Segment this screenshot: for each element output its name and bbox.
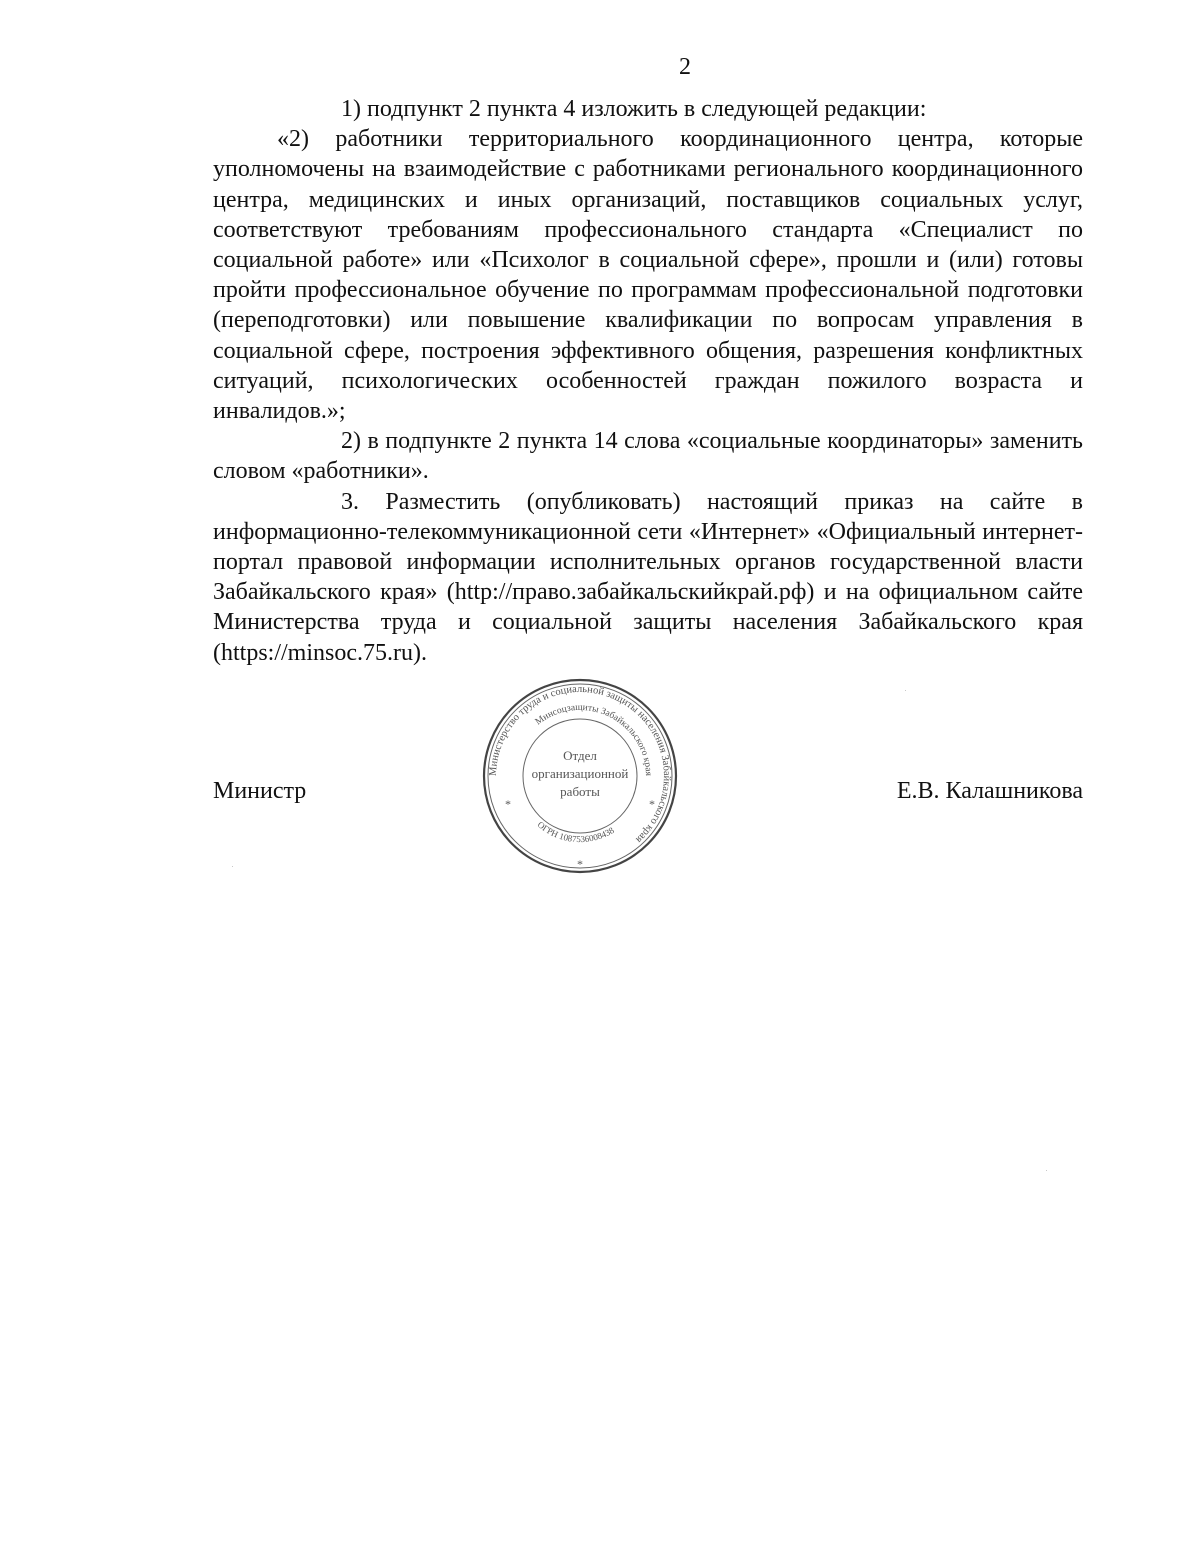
scan-speck	[1046, 1170, 1047, 1171]
paragraph-text: Разместить (опубликовать) настоящий приказ на сайте в информационно-телекоммуникационной сети «Интернет» «Официальный интернет-портал правовой информации исполнительных органов государственной власти Забайкальского края» (http://право.забайкальскийкрай.рф) и на официальном сайте Министерства труда и социальной защиты населения Забайкальского края (https://minsoc.75.ru).	[213, 488, 1083, 666]
seal-inner-text-path: Минсоцзащиты Забайкальского края	[533, 702, 654, 777]
paragraph-3	[213, 426, 1083, 486]
seal-star-bottom: *	[577, 857, 583, 871]
document-body	[213, 94, 1083, 668]
official-seal	[480, 676, 680, 876]
seal-graphic	[480, 676, 680, 876]
paragraph-1	[213, 94, 1083, 124]
seal-center-line-2: организационной	[531, 766, 629, 781]
paragraph-number: 3.	[341, 488, 359, 515]
seal-bottom-text-path: ОГРН 1087536008438	[535, 819, 616, 845]
scan-speck	[905, 690, 906, 691]
paragraph-4	[213, 487, 1083, 668]
seal-star-left: *	[505, 797, 511, 811]
paragraph-2	[213, 124, 1083, 426]
seal-center-line-3: работы	[560, 784, 600, 799]
scan-speck	[232, 866, 233, 867]
page-number: 2	[679, 54, 691, 80]
paragraph-text: «2) работники территориального координационного центра, которые уполномочены на взаимодействие с работниками регионального координационного центра, медицинских и иных организаций, поставщиков социальных услуг, соответствуют требованиям профессионального стандарта «Специалист по социальной работе» или «Психолог в социальной сфере», прошли и (или) готовы пройти профессиональное обучение по программам профессиональной подготовки (переподготовки) или повышение квалификации по вопросам управления в социальной сфере, построения эффективного общения, разрешения конфликтных ситуаций, психологических особенностей граждан пожилого возраста и инвалидов.»;	[213, 126, 1083, 425]
signatory-title: Министр	[213, 778, 307, 804]
paragraph-number: 1)	[341, 96, 361, 122]
paragraph-text: подпункт 2 пункта 4 изложить в следующей редакции:	[361, 96, 927, 122]
seal-star-right: *	[649, 797, 655, 811]
signatory-name: Е.В. Калашникова	[896, 778, 1083, 804]
seal-center-line-1: Отдел	[563, 748, 597, 763]
seal-outer-text-path: Министерство труда и социальной защиты населения Забайкальского края	[487, 683, 673, 845]
paragraph-number: 2)	[341, 428, 361, 455]
paragraph-text: в подпункте 2 пункта 14 слова «социальные координаторы» заменить словом «работники».	[213, 428, 1083, 485]
